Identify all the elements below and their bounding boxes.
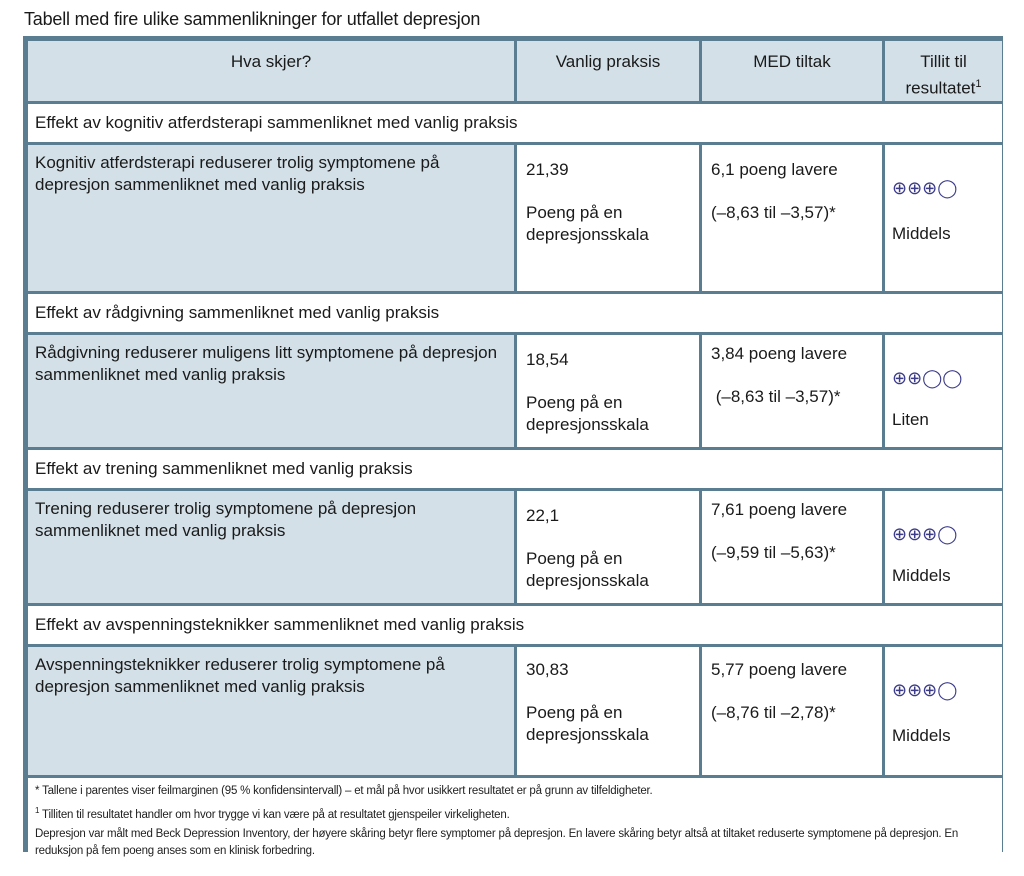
- with-intervention-cell: [702, 145, 882, 291]
- certainty-label: Middels: [892, 726, 951, 745]
- certainty-rating-icon: ⊕⊕⊕◯: [892, 178, 958, 198]
- trust-cell: [885, 647, 1002, 775]
- confidence-interval: (–8,63 til –3,57)*: [711, 203, 836, 222]
- header-trust: Tillit til resultatet$^1$: [885, 41, 1002, 101]
- usual-practice-cell: [517, 145, 699, 291]
- summary-of-findings-table: [25, 38, 1005, 869]
- table-row: [28, 145, 1002, 291]
- notes-row: [28, 778, 1002, 866]
- header-what: Hva skjer?: [28, 41, 514, 101]
- certainty-rating-icon: ⊕⊕◯◯: [892, 368, 963, 388]
- table-row: [28, 647, 1002, 775]
- outcome-description: Kognitiv atferdsterapi reduserer trolig symptomene på depresjon sammenliknet med vanlig praksis: [28, 145, 514, 291]
- with-intervention-cell: [702, 647, 882, 775]
- with-intervention-cell: [702, 491, 882, 603]
- usual-value: 18,54: [526, 350, 569, 369]
- usual-practice-cell: [517, 491, 699, 603]
- usual-unit: Poeng på en depresjonsskala: [526, 393, 649, 434]
- certainty-label: Liten: [892, 410, 929, 429]
- section-title: Effekt av kognitiv atferdsterapi sammenliknet med vanlig praksis: [28, 104, 1002, 142]
- trust-cell: [885, 491, 1002, 603]
- trust-cell: [885, 145, 1002, 291]
- usual-value: 21,39: [526, 160, 569, 179]
- footnote-ci: * Tallene i parentes viser feilmarginen (95 % konfidensintervall) – et mål på hvor usikkert resultatet er på grunn av tilfeldigheter.: [35, 785, 653, 797]
- table-caption: Tabell med fire ulike sammenlikninger for utfallet depresjon: [24, 9, 481, 29]
- footnote-measure: Depresjon var målt med Beck Depression Inventory, der høyere skåring betyr flere symptomer på depresjon. En lavere skåring betyr altså at tiltaket reduserte symptomene på depresjon. En reduksjon på fem poeng anses som en klinisk forbedring.: [35, 827, 959, 857]
- certainty-rating-icon: ⊕⊕⊕◯: [892, 680, 958, 700]
- trust-cell: [885, 335, 1002, 447]
- table-row: [28, 491, 1002, 603]
- header-with-intervention: MED tiltak: [702, 41, 882, 101]
- with-intervention-cell: [702, 335, 882, 447]
- confidence-interval: (–8,76 til –2,78)*: [711, 703, 836, 722]
- effect-value: 5,77 poeng lavere: [711, 660, 848, 679]
- usual-unit: Poeng på en depresjonsskala: [526, 703, 649, 744]
- section-title: Effekt av rådgivning sammenliknet med vanlig praksis: [28, 294, 1002, 332]
- usual-practice-cell: [517, 335, 699, 447]
- section-row: [28, 294, 1002, 332]
- certainty-label: Middels: [892, 224, 951, 243]
- section-row: [28, 104, 1002, 142]
- footnotes: [28, 778, 1002, 866]
- certainty-rating-icon: ⊕⊕⊕◯: [892, 524, 958, 544]
- table-row: [28, 335, 1002, 447]
- footnote-trust: $^1$ Tilliten til resultatet handler om hvor trygge vi kan være på at resultatet gjenspeiler virkeligheten.: [35, 806, 510, 821]
- outcome-description: Avspenningsteknikker reduserer trolig symptomene på depresjon sammenliknet med vanlig praksis: [28, 647, 514, 775]
- outcome-description: Rådgivning reduserer muligens litt symptomene på depresjon sammenliknet med vanlig praksis: [28, 335, 514, 447]
- usual-unit: Poeng på en depresjonsskala: [526, 549, 649, 590]
- outcome-description: Trening reduserer trolig symptomene på depresjon sammenliknet med vanlig praksis: [28, 491, 514, 603]
- effect-value: 3,84 poeng lavere: [711, 344, 848, 363]
- effect-value: 6,1 poeng lavere: [711, 160, 838, 179]
- certainty-label: Middels: [892, 566, 951, 585]
- section-title: Effekt av trening sammenliknet med vanlig praksis: [28, 450, 1002, 488]
- usual-practice-cell: [517, 647, 699, 775]
- confidence-interval: (–9,59 til –5,63)*: [711, 543, 836, 562]
- usual-value: 30,83: [526, 660, 569, 679]
- effect-value: 7,61 poeng lavere: [711, 500, 848, 519]
- section-row: [28, 606, 1002, 644]
- header-usual-practice: Vanlig praksis: [517, 41, 699, 101]
- section-row: [28, 450, 1002, 488]
- section-title: Effekt av avspenningsteknikker sammenliknet med vanlig praksis: [28, 606, 1002, 644]
- table-header-row: [28, 41, 1002, 101]
- usual-value: 22,1: [526, 506, 560, 525]
- usual-unit: Poeng på en depresjonsskala: [526, 203, 649, 244]
- summary-table-frame: [23, 36, 1003, 857]
- confidence-interval: (–8,63 til –3,57)*: [711, 387, 841, 406]
